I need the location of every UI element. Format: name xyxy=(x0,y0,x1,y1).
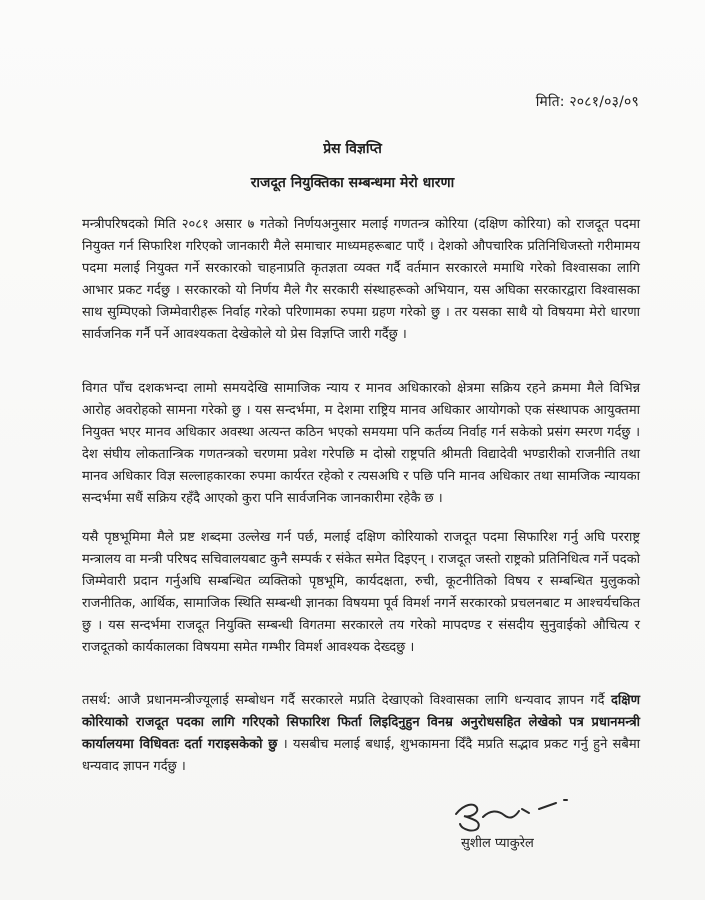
paragraph-1: मन्त्रीपरिषदको मिति २०८१ असार ७ गतेको निर्णयअनुसार मलाई गणतन्त्र कोरिया (दक्षिण कोरिया) को राजदूत पदमा नियुक्त गर्न सिफारिश गरिएको जानकारी मैले समाचार माध्यमहरूबाट पाएँ । देशको औपचारिक प्रतिनिधिजस्तो गरीमामय पदमा मलाई नियुक्त गर्ने सरकारको चाहनाप्रति कृतज्ञता व्यक्त गर्दै वर्तमान सरकारले ममाथि गरेको विश्वासका लागि आभार प्रकट गर्दछु । सरकारको यो निर्णय मैले गैर सरकारी संस्थाहरूको अभियान, यस अघिका सरकारद्वारा विश्वासका साथ सुम्पिएको जिम्मेवारीहरू निर्वाह गरेको परिणामका रुपमा ग्रहण गरेको छु । तर यसका साथै यो विषयमा मेरो धारणा सार्वजनिक गर्नै पर्ने आवश्यकता देखेकोले यो प्रेस विज्ञप्ति जारी गर्दैछु । xyxy=(82,217,640,342)
paragraph-4 xyxy=(82,690,640,778)
paragraph-4-tail: । यसबीच मलाई बधाई, शुभकामना दिँदै मप्रति सद्भाव प्रकट गर्नु हुने सबैमा धन्यवाद ज्ञापन गर्दछु । xyxy=(82,737,641,774)
paragraph-3: यसै पृष्ठभूमिमा मैले प्रष्ट शब्दमा उल्लेख गर्न पर्छ, मलाई दक्षिण कोरियाको राजदूत पदमा सिफारिश गर्नु अघि परराष्ट्र मन्त्रालय वा मन्त्री परिषद सचिवालयबाट कुनै सम्पर्क र संकेत समेत दिइएन् । राजदूत जस्तो राष्ट्रको प्रतिनिधित्व गर्ने पदको जिम्मेवारी प्रदान गर्नुअघि सम्बन्धित व्यक्तिको पृष्ठभूमि, कार्यदक्षता, रुची, कूटनीतिको विषय र सम्बन्धित मुलुकको राजनीतिक, आर्थिक, सामाजिक स्थिति सम्बन्धी ज्ञानका विषयमा पूर्व विमर्श नगर्ने सरकारको प्रचलनबाट म आश्चर्यचकित छु । यस सन्दर्भमा राजदूत नियुक्ति सम्बन्धी विगतमा सरकारले तय गरेको मापदण्ड र संसदीय सुनुवाईको औचित्य र राजदूतको कार्यकालका विषयमा समेत गम्भीर विमर्श आवश्यक देख्दछु । xyxy=(82,530,640,655)
press-release-subject: राजदूत नियुक्तिका सम्बन्धमा मेरो धारणा xyxy=(250,175,455,191)
press-release-title: प्रेस विज्ञप्ति xyxy=(323,141,382,157)
paragraph-4-emphasis: दक्षिण कोरियाको राजदूत पदका लागि गरिएको सिफारिश फिर्ता लिइदिनुहुन विनम्र अनुरोधसहित लेखेको पत्र प्रधानमन्त्री कार्यालयमा विधिवतः दर्ता गराइसकेको छु xyxy=(82,693,640,752)
handwritten-signature xyxy=(446,786,596,836)
signer-name: सुशील प्याकुरेल xyxy=(461,836,534,851)
document-date: मिति: २०८१/०३/०९ xyxy=(535,94,639,110)
paragraph-2: विगत पाँच दशकभन्दा लामो समयदेखि सामाजिक न्याय र मानव अधिकारको क्षेत्रमा सक्रिय रहने क्रममा मैले विभिन्न आरोह अवरोहको सामना गरेको छु । यस सन्दर्भमा, म देशमा राष्ट्रिय मानव अधिकार आयोगको एक संस्थापक आयुक्तमा नियुक्त भएर मानव अधिकार अवस्था अत्यन्त कठिन भएको समयमा पनि कर्तव्य निर्वाह गर्न सकेको प्रसंग स्मरण गर्दछु । देश संघीय लोकतान्त्रिक गणतन्त्रको चरणमा प्रवेश गरेपछि म दोस्रो राष्ट्रपति श्रीमती विद्यादेवी भण्डारीको राजनीति तथा मानव अधिकार विज्ञ सल्लाहकारका रुपमा कार्यरत रहेको र त्यसअघि र पछि पनि मानव अधिकार तथा सामजिक न्यायका सन्दर्भमा सधैं सक्रिय रहँदै आएको कुरा पनि सार्वजनिक जानकारीमा रहेकै छ । xyxy=(82,381,640,506)
paragraph-4-lead: तसर्थ: आजै प्रधानमन्त्रीज्यूलाई सम्बोधन गर्दै सरकारले मप्रति देखाएको विश्वासका लागि धन्यवाद ज्ञापन गर्दै xyxy=(82,693,605,708)
